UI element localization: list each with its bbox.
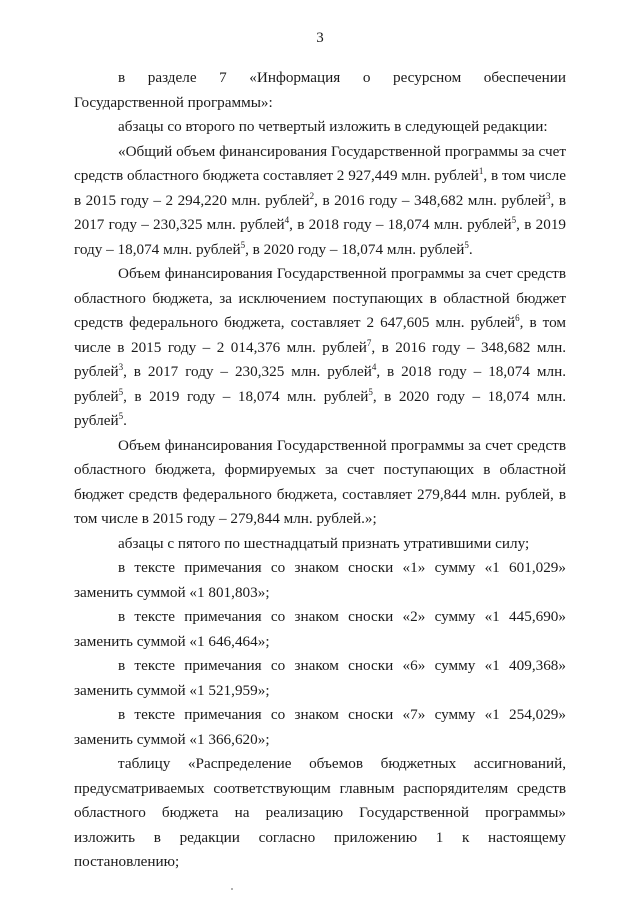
text-run: , в 2020 году – 18,074 млн. рублей (245, 240, 465, 258)
text-run: абзацы с пятого по шестнадцатый признать утратившими силу; (118, 534, 530, 552)
footnote-mark: 5 (118, 386, 124, 397)
text-run: в тексте примечания со знаком сноски «7» сумму «1 254,029» заменить суммой «1 366,620»; (74, 706, 566, 748)
text-run: , в том числе в 2015 году – 2 014,376 млн. рублей (74, 314, 566, 356)
paragraph-p4 (74, 262, 566, 434)
text-run: , в 2018 году – 18,074 млн. рублей (289, 216, 512, 233)
page-number: 3 (316, 30, 324, 46)
footnote-mark: 3 (546, 190, 551, 201)
text-run: Объем финансирования Государственной программы за счет средств областного бюджета, за исключением поступающих в областной бюджет средств федерального бюджета, составляет 2 647,605 млн. рублей (74, 265, 566, 331)
paragraph-p1 (74, 66, 566, 115)
text-run: , в 2017 году – 230,325 млн. рублей (123, 363, 372, 380)
footnote-mark: 2 (309, 190, 315, 201)
text-run: . (468, 240, 473, 258)
paragraph-p2 (74, 115, 566, 140)
text-run: в разделе 7 «Информация о ресурсном обеспечении Государственной программы»: (74, 69, 566, 111)
footnote-mark: 4 (284, 214, 290, 225)
footnote-mark: 1 (478, 165, 484, 176)
paragraph-p7 (74, 556, 566, 605)
text-run: таблицу «Распределение объемов бюджетных ассигнований, предусматриваемых соответствующим главным распорядителям средств областного бюджета на реализацию Государственной программы» изложить в редакции согласно приложению 1 к настоящему постановлению; (74, 755, 566, 870)
paragraph-p5 (74, 434, 566, 532)
text-run: , в 2016 году – 348,682 млн. рублей (74, 338, 566, 380)
text-run: , в том числе в 2015 году – 2 294,220 млн. рублей (74, 167, 566, 209)
footnote-mark: 4 (371, 361, 377, 372)
document-body (74, 66, 566, 875)
text-run: , в 2017 году – 230,325 млн. рублей (74, 191, 566, 233)
text-run: в тексте примечания со знаком сноски «6» сумму «1 409,368» заменить суммой «1 521,959»; (74, 657, 566, 699)
text-run: в тексте примечания со знаком сноски «2» сумму «1 445,690» заменить суммой «1 646,464»; (74, 608, 566, 650)
text-run: , в 2019 году – 18,074 млн. рублей (123, 387, 369, 405)
footnote-mark: 5 (118, 410, 124, 421)
paragraph-p8 (74, 605, 566, 654)
scan-speck (231, 888, 233, 890)
footnote-mark: 5 (368, 386, 373, 397)
text-run: , в 2018 году – 18,074 млн. рублей (74, 363, 566, 405)
text-run: , в 2019 году – 18,074 млн. рублей (74, 216, 567, 258)
paragraph-p3 (74, 140, 566, 263)
text-run: Объем финансирования Государственной программы за счет средств областного бюджета, формируемых за счет поступающих в областной бюджет средств федерального бюджета, составляет 279,844 млн. рублей, в том числе в 2015 году – 279,844 млн. рублей.»; (74, 436, 566, 527)
text-run: , в 2016 году – 348,682 млн. рублей (314, 191, 547, 209)
footnote-mark: 5 (240, 239, 246, 250)
text-run: «Общий объем финансирования Государственной программы за счет средств областного бюджета составляет 2 927,449 млн. рублей (74, 142, 566, 184)
footnote-mark: 5 (511, 214, 517, 225)
footnote-mark: 3 (118, 361, 124, 372)
footnote-mark: 6 (515, 312, 520, 323)
paragraph-p9 (74, 654, 566, 703)
footnote-mark: 5 (464, 239, 469, 250)
text-run: . (123, 412, 127, 429)
text-run: абзацы со второго по четвертый изложить в следующей редакции: (118, 118, 548, 135)
paragraph-p6 (74, 532, 566, 557)
footnote-mark: 7 (366, 337, 372, 348)
paragraph-p10 (74, 703, 566, 752)
paragraph-p11 (74, 752, 566, 875)
text-run: в тексте примечания со знаком сноски «1» сумму «1 601,029» заменить суммой «1 801,803»; (74, 559, 566, 601)
text-run: , в 2020 году – 18,074 млн. рублей (74, 387, 566, 429)
